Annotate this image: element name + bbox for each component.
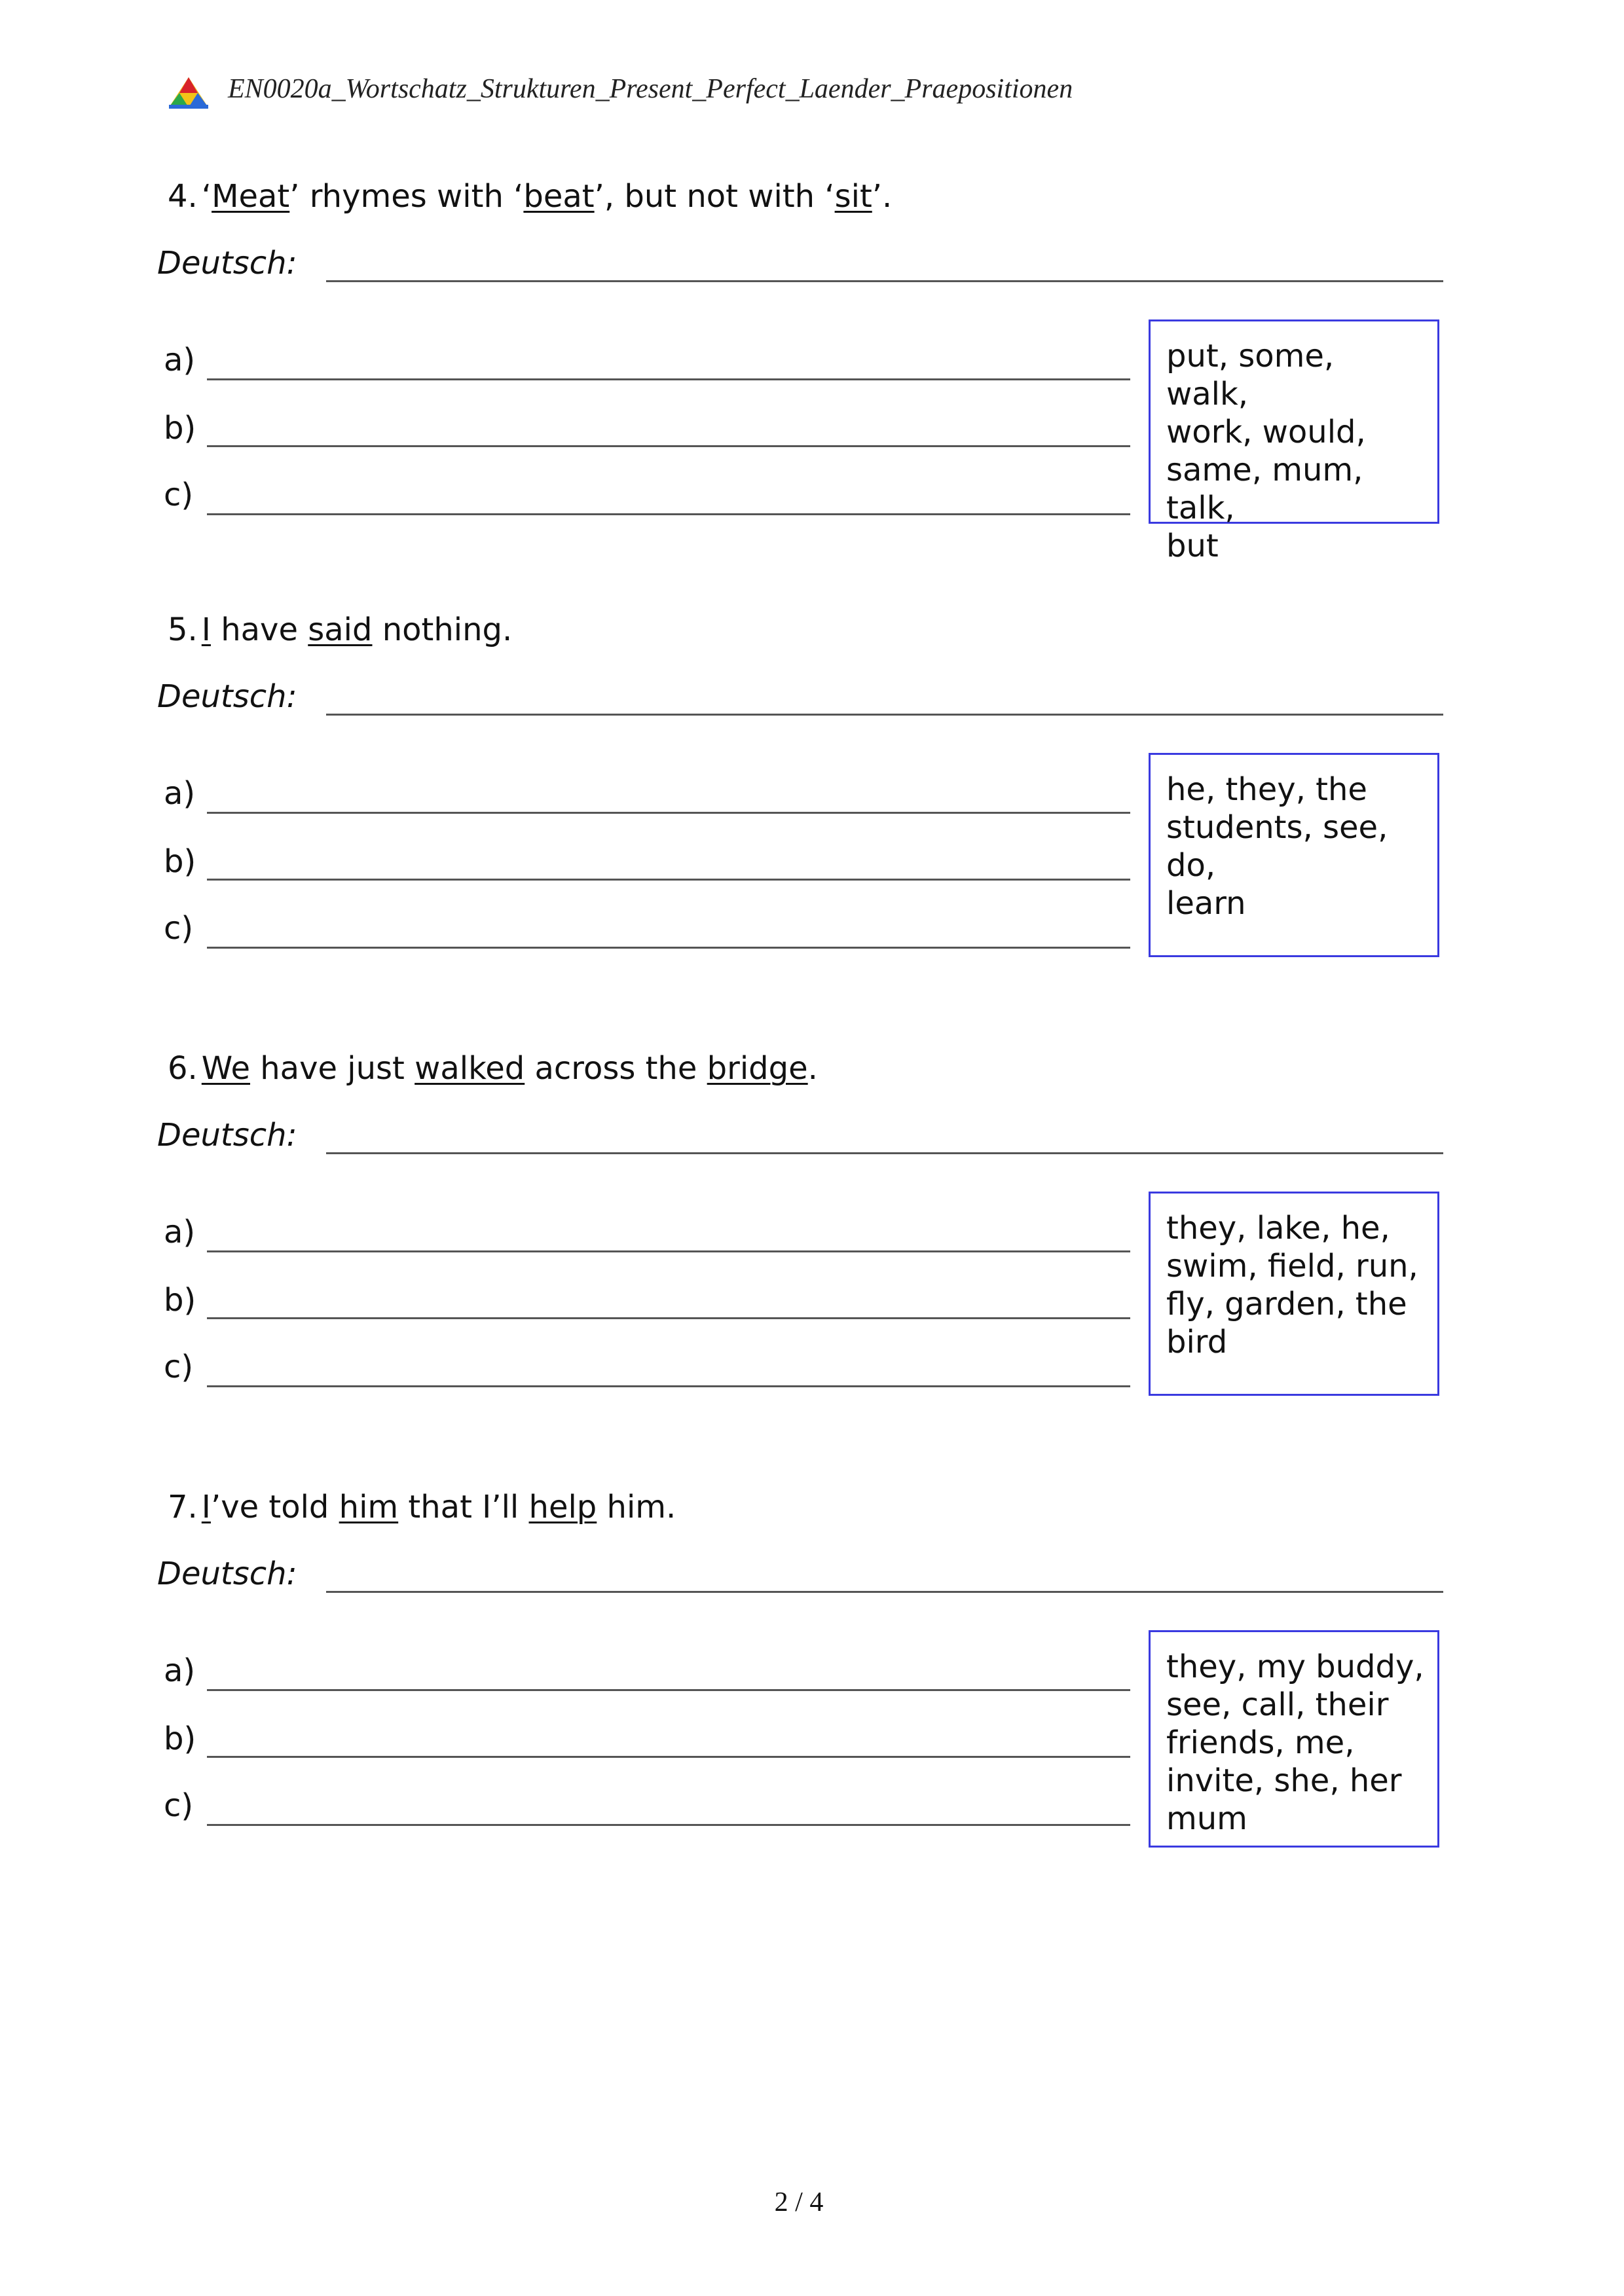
exercise-number: 5. bbox=[168, 611, 198, 648]
answer-label-a: a) bbox=[164, 1214, 196, 1250]
answer-label-a: a) bbox=[164, 1652, 196, 1689]
underlined-word: sit bbox=[834, 178, 872, 215]
answer-label-c: c) bbox=[164, 910, 194, 947]
underlined-word: walked bbox=[415, 1050, 525, 1087]
underlined-word: I bbox=[201, 1489, 211, 1525]
translation-answer-line[interactable] bbox=[326, 1152, 1443, 1154]
answer-label-c: c) bbox=[164, 1349, 194, 1385]
exercise-sentence: 5. I have said nothing. bbox=[168, 611, 513, 648]
answer-label-c: c) bbox=[164, 1787, 194, 1824]
exercise-number: 6. bbox=[168, 1050, 198, 1087]
translation-answer-line[interactable] bbox=[326, 714, 1443, 716]
answer-line-c[interactable] bbox=[207, 513, 1130, 515]
exercise-number: 7. bbox=[168, 1489, 198, 1525]
word-box: they, my buddy, see, call, their friends, me, invite, she, her mum bbox=[1149, 1630, 1439, 1848]
word-box: they, lake, he, swim, field, run, fly, garden, the bird bbox=[1149, 1192, 1439, 1396]
underlined-word: beat bbox=[523, 178, 595, 215]
word-box: put, some, walk, work, would, same, mum, talk, but bbox=[1149, 319, 1439, 524]
exercise-5 bbox=[0, 611, 1624, 978]
deutsch-label: Deutsch: bbox=[157, 245, 297, 282]
exercise-sentence: 4. ‘Meat’ rhymes with ‘beat’, but not with ‘sit’. bbox=[168, 178, 893, 215]
answer-label-a: a) bbox=[164, 775, 196, 812]
deutsch-label: Deutsch: bbox=[157, 1117, 297, 1154]
exercise-number: 4. bbox=[168, 178, 198, 215]
logo-icon bbox=[168, 76, 210, 110]
page-number: 2 / 4 bbox=[774, 2187, 824, 2217]
answer-label-c: c) bbox=[164, 477, 194, 513]
answer-line-a[interactable] bbox=[207, 1250, 1130, 1252]
answer-label-b: b) bbox=[164, 1282, 196, 1319]
translation-answer-line[interactable] bbox=[326, 280, 1443, 282]
exercise-7 bbox=[0, 1489, 1624, 1855]
underlined-word: I bbox=[201, 611, 211, 648]
answer-label-b: b) bbox=[164, 410, 196, 446]
exercise-4 bbox=[0, 178, 1624, 564]
underlined-word: bridge bbox=[707, 1050, 808, 1087]
underlined-word: him bbox=[339, 1489, 399, 1525]
answer-line-b[interactable] bbox=[207, 445, 1130, 447]
word-box: he, they, the students, see, do, learn bbox=[1149, 753, 1439, 957]
answer-line-c[interactable] bbox=[207, 1385, 1130, 1387]
deutsch-label: Deutsch: bbox=[157, 678, 297, 715]
answer-line-a[interactable] bbox=[207, 1689, 1130, 1691]
answer-line-a[interactable] bbox=[207, 812, 1130, 814]
exercise-sentence: 7. I’ve told him that I’ll help him. bbox=[168, 1489, 676, 1525]
answer-label-b: b) bbox=[164, 1721, 196, 1757]
answer-line-c[interactable] bbox=[207, 947, 1130, 949]
answer-line-a[interactable] bbox=[207, 378, 1130, 380]
underlined-word: help bbox=[528, 1489, 597, 1525]
answer-line-b[interactable] bbox=[207, 879, 1130, 881]
deutsch-label: Deutsch: bbox=[157, 1556, 297, 1592]
translation-answer-line[interactable] bbox=[326, 1591, 1443, 1593]
underlined-word: We bbox=[201, 1050, 250, 1087]
exercise-sentence: 6. We have just walked across the bridge. bbox=[168, 1050, 818, 1087]
answer-line-b[interactable] bbox=[207, 1317, 1130, 1319]
answer-label-b: b) bbox=[164, 843, 196, 880]
answer-label-a: a) bbox=[164, 342, 196, 378]
exercise-6 bbox=[0, 1050, 1624, 1417]
underlined-word: Meat bbox=[212, 178, 290, 215]
underlined-word: said bbox=[308, 611, 373, 648]
document-title: EN0020a_Wortschatz_Strukturen_Present_Perfect_Laender_Praepositionen bbox=[228, 74, 1073, 104]
answer-line-b[interactable] bbox=[207, 1756, 1130, 1758]
answer-line-c[interactable] bbox=[207, 1824, 1130, 1826]
